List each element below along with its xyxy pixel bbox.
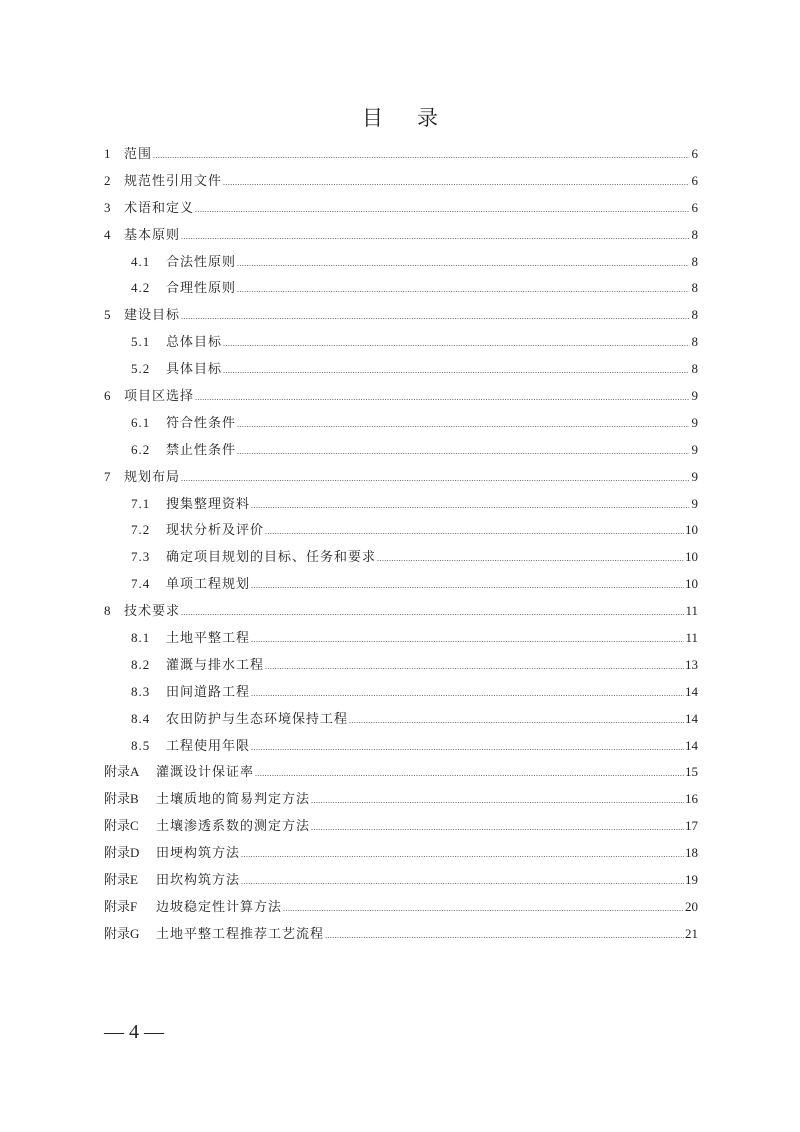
toc-leader-dots xyxy=(195,200,689,220)
toc-leader-dots xyxy=(265,657,684,677)
toc-subsection-entry[interactable] xyxy=(104,520,698,547)
table-of-contents xyxy=(104,144,698,951)
toc-entry-title: 技术要求 xyxy=(124,603,181,619)
toc-entry-page: 8 xyxy=(691,253,698,269)
toc-leader-dots xyxy=(251,496,689,516)
toc-entry-title: 建设目标 xyxy=(124,307,181,323)
toc-subsection-entry[interactable] xyxy=(104,332,698,359)
page-title xyxy=(0,102,800,132)
toc-entry-title: 规划布局 xyxy=(124,468,181,484)
toc-entry-number: 7.3 xyxy=(131,549,151,565)
toc-entry-page: 20 xyxy=(685,898,698,914)
toc-subsection-entry[interactable] xyxy=(104,655,698,682)
toc-entry-title: 土壤质地的简易判定方法 xyxy=(156,791,311,807)
toc-subsection-entry[interactable] xyxy=(104,547,698,574)
toc-entry-page: 14 xyxy=(685,683,698,699)
toc-entry-number: 5 xyxy=(104,307,111,323)
toc-subsection-entry[interactable] xyxy=(104,440,698,467)
toc-entry-title: 禁止性条件 xyxy=(166,441,237,457)
toc-entry-page: 9 xyxy=(691,468,698,484)
page-title-char: 目 xyxy=(362,106,383,130)
toc-subsection-entry[interactable] xyxy=(104,359,698,386)
toc-entry-page: 11 xyxy=(685,603,698,619)
toc-leader-dots xyxy=(181,227,689,247)
toc-section-entry[interactable] xyxy=(104,305,698,332)
toc-entry-number: 附录B xyxy=(104,791,139,807)
toc-entry-title: 田埂构筑方法 xyxy=(156,845,241,861)
toc-entry-number: 8.5 xyxy=(131,737,151,753)
toc-leader-dots xyxy=(377,549,684,569)
toc-entry-number: 8.4 xyxy=(131,710,151,726)
toc-entry-title: 灌溉设计保证率 xyxy=(156,764,255,780)
toc-entry-title: 基本原则 xyxy=(124,226,181,242)
toc-entry-number: 8.1 xyxy=(131,630,151,646)
toc-leader-dots xyxy=(237,280,689,300)
toc-entry-title: 田坎构筑方法 xyxy=(156,872,241,888)
toc-leader-dots xyxy=(223,361,689,381)
toc-entry-page: 9 xyxy=(691,441,698,457)
toc-entry-title: 灌溉与排水工程 xyxy=(166,656,265,672)
toc-entry-number: 5.1 xyxy=(131,334,151,350)
toc-section-entry[interactable] xyxy=(104,198,698,225)
toc-entry-number: 6.2 xyxy=(131,441,151,457)
toc-entry-number: 附录G xyxy=(104,925,140,941)
toc-entry-title: 农田防护与生态环境保持工程 xyxy=(166,710,349,726)
toc-entry-title: 具体目标 xyxy=(166,361,223,377)
toc-entry-page: 9 xyxy=(691,414,698,430)
toc-leader-dots xyxy=(311,791,684,811)
toc-entry-page: 6 xyxy=(691,172,698,188)
toc-leader-dots xyxy=(251,684,684,704)
toc-subsection-entry[interactable] xyxy=(104,628,698,655)
toc-leader-dots xyxy=(223,334,689,354)
toc-entry-number: 4.2 xyxy=(131,280,151,296)
toc-entry-page: 19 xyxy=(685,872,698,888)
toc-leader-dots xyxy=(251,576,684,596)
toc-entry-page: 14 xyxy=(685,710,698,726)
toc-subsection-entry[interactable] xyxy=(104,252,698,279)
toc-entry-number: 7 xyxy=(104,468,111,484)
toc-appendix-entry[interactable] xyxy=(104,924,698,951)
toc-leader-dots xyxy=(237,254,689,274)
toc-entry-number: 3 xyxy=(104,199,111,215)
toc-leader-dots xyxy=(195,388,689,408)
toc-entry-number: 8 xyxy=(104,603,111,619)
toc-entry-number: 4.1 xyxy=(131,253,151,269)
toc-entry-page: 8 xyxy=(691,307,698,323)
toc-entry-number: 7.4 xyxy=(131,576,151,592)
toc-entry-page: 21 xyxy=(685,925,698,941)
toc-entry-number: 1 xyxy=(104,146,111,161)
toc-entry-title: 单项工程规划 xyxy=(166,576,251,592)
toc-entry-title: 现状分析及评价 xyxy=(166,522,265,538)
toc-leader-dots xyxy=(283,899,684,919)
toc-leader-dots xyxy=(241,872,684,892)
toc-subsection-entry[interactable] xyxy=(104,574,698,601)
toc-subsection-entry[interactable] xyxy=(104,494,698,521)
toc-subsection-entry[interactable] xyxy=(104,709,698,736)
page-title-char: 录 xyxy=(417,106,438,130)
toc-subsection-entry[interactable] xyxy=(104,278,698,305)
toc-entry-title: 田间道路工程 xyxy=(166,683,251,699)
toc-entry-page: 18 xyxy=(685,845,698,861)
toc-section-entry[interactable] xyxy=(104,601,698,628)
toc-leader-dots xyxy=(251,630,684,650)
toc-entry-title: 范围 xyxy=(124,146,153,161)
toc-leader-dots xyxy=(241,845,684,865)
toc-appendix-entry[interactable] xyxy=(104,870,698,897)
toc-entry-title: 总体目标 xyxy=(166,334,223,350)
toc-entry-number: 附录E xyxy=(104,872,138,888)
toc-entry-page: 14 xyxy=(685,737,698,753)
toc-leader-dots xyxy=(325,926,684,946)
toc-entry-title: 边坡稳定性计算方法 xyxy=(156,898,283,914)
toc-section-entry[interactable] xyxy=(104,171,698,198)
toc-leader-dots xyxy=(181,469,689,489)
toc-leader-dots xyxy=(265,522,684,542)
toc-entry-number: 4 xyxy=(104,226,111,242)
toc-entry-number: 2 xyxy=(104,172,111,188)
toc-section-entry[interactable] xyxy=(104,144,698,171)
toc-section-entry[interactable] xyxy=(104,225,698,252)
toc-entry-page: 11 xyxy=(685,630,698,646)
toc-leader-dots xyxy=(251,738,684,758)
toc-entry-number: 6.1 xyxy=(131,414,151,430)
toc-entry-title: 工程使用年限 xyxy=(166,737,251,753)
toc-entry-page: 8 xyxy=(691,334,698,350)
toc-entry-page: 13 xyxy=(685,656,698,672)
toc-entry-page: 9 xyxy=(691,388,698,404)
toc-entry-title: 术语和定义 xyxy=(124,199,195,215)
toc-leader-dots xyxy=(311,818,684,838)
toc-entry-title: 土壤渗透系数的测定方法 xyxy=(156,818,311,834)
toc-entry-title: 项目区选择 xyxy=(124,388,195,404)
toc-entry-title: 合法性原则 xyxy=(166,253,237,269)
toc-entry-page: 15 xyxy=(685,764,698,780)
toc-entry-number: 附录D xyxy=(104,845,140,861)
toc-section-entry[interactable] xyxy=(104,386,698,413)
toc-subsection-entry[interactable] xyxy=(104,413,698,440)
toc-entry-page: 8 xyxy=(691,280,698,296)
toc-appendix-entry[interactable] xyxy=(104,789,698,816)
toc-entry-page: 17 xyxy=(685,818,698,834)
toc-entry-number: 7.2 xyxy=(131,522,151,538)
toc-entry-title: 土地平整工程 xyxy=(166,630,251,646)
toc-entry-page: 8 xyxy=(691,226,698,242)
toc-entry-page: 10 xyxy=(685,522,698,538)
toc-leader-dots xyxy=(349,711,684,731)
toc-entry-title: 搜集整理资料 xyxy=(166,495,251,511)
toc-appendix-entry[interactable] xyxy=(104,897,698,924)
toc-entry-number: 8.3 xyxy=(131,683,151,699)
toc-entry-page: 10 xyxy=(685,576,698,592)
toc-entry-page: 10 xyxy=(685,549,698,565)
toc-leader-dots xyxy=(223,173,689,193)
toc-leader-dots xyxy=(181,307,689,327)
toc-entry-page: 8 xyxy=(691,361,698,377)
toc-subsection-entry[interactable] xyxy=(104,736,698,763)
toc-subsection-entry[interactable] xyxy=(104,682,698,709)
page-number-footer: — 4 — xyxy=(104,1021,164,1043)
toc-entry-number: 5.2 xyxy=(131,361,151,377)
toc-entry-title: 土地平整工程推荐工艺流程 xyxy=(156,925,325,941)
toc-entry-number: 6 xyxy=(104,388,111,404)
toc-leader-dots xyxy=(181,603,684,623)
toc-entry-page: 6 xyxy=(691,146,698,161)
toc-section-entry[interactable] xyxy=(104,467,698,494)
toc-leader-dots xyxy=(255,764,684,784)
toc-entry-number: 附录A xyxy=(104,764,140,780)
toc-leader-dots xyxy=(153,146,689,166)
toc-entry-page: 6 xyxy=(691,199,698,215)
toc-entry-title: 符合性条件 xyxy=(166,414,237,430)
toc-entry-number: 附录F xyxy=(104,898,138,914)
toc-entry-title: 确定项目规划的目标、任务和要求 xyxy=(166,549,377,565)
toc-leader-dots xyxy=(237,442,689,462)
toc-entry-page: 16 xyxy=(685,791,698,807)
toc-leader-dots xyxy=(237,415,689,435)
toc-entry-number: 7.1 xyxy=(131,495,151,511)
toc-appendix-entry[interactable] xyxy=(104,762,698,789)
toc-entry-title: 规范性引用文件 xyxy=(124,172,223,188)
toc-entry-number: 8.2 xyxy=(131,656,151,672)
toc-entry-title: 合理性原则 xyxy=(166,280,237,296)
toc-entry-number: 附录C xyxy=(104,818,139,834)
toc-appendix-entry[interactable] xyxy=(104,816,698,843)
toc-entry-page: 9 xyxy=(691,495,698,511)
toc-appendix-entry[interactable] xyxy=(104,843,698,870)
